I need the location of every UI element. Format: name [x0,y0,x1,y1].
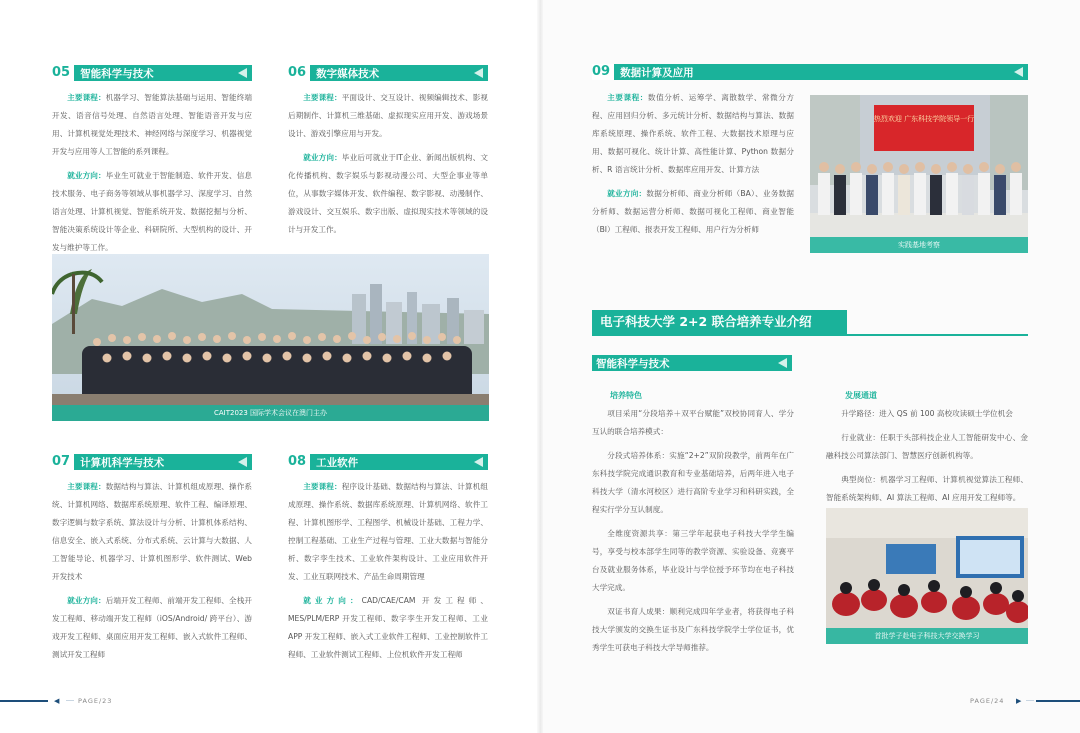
jobs-text: CAD/CAE/CAM 开发工程师、MES/PLM/ERP 开发工程师、数字孪生开发工程师、工业 APP 开发工程师、嵌入式工业软件工程师、工业控制软件工程师、工业软件测试工程师、上位机软件开发工程师 [288,596,489,659]
section-number: 08 [288,454,310,470]
program-subheader [592,355,792,371]
section-09-body [592,89,794,245]
section-06-header [288,65,488,81]
jobs-label: 就业方向： [67,596,106,605]
triangle-icon [238,457,247,467]
section-number: 06 [288,65,310,81]
visit-photo [810,95,1028,253]
courses-label: 主要课程： [607,93,648,102]
triangle-icon [474,68,483,78]
jobs-text: 毕业后可就业于IT企业、新闻出版机构、文化传播机构、数字娱乐与影视动漫公司、大型企事业等单位，从事数字媒体开发、软件编程、数字影视、动漫制作、游戏设计、交互娱乐、数字出版、虚拟现实技术等领域的设计与开发工作。 [288,153,488,234]
section-07-body [52,478,252,670]
jobs-text: 毕业生可就业于智能制造、软件开发、信息技术服务、电子商务等领域从事机器学习、深度学习、自然语言处理、计算机视觉、智能系统开发、数据挖掘与分析、智能决策系统设计等企业、科研院所、大型机构的设计、开发与维护等工作。 [52,171,253,252]
prev-page-icon[interactable]: ◀ [54,697,60,705]
triangle-icon [474,457,483,467]
program-title: 电子科技大学 2+2 联合培养专业介绍 [592,310,847,334]
footer-rule [0,700,48,702]
section-08-body [288,478,488,670]
courses-label: 主要课程： [303,482,342,491]
feature-paragraph: 全维度资源共享：第三学年起获电子科技大学学生编号，享受与校本部学生同等的教学资源、实验设备、竞赛平台及就业服务体系，毕业设计与学位授予环节均在电子科技大学完成。 [592,529,794,592]
triangle-icon [778,358,787,368]
group-photo [52,254,489,421]
section-08-header [288,454,488,470]
courses-text: 数据结构与算法、计算机组成原理、操作系统、计算机网络、数据库系统原理、软件工程、编译原理、数字逻辑与数字系统、算法设计与分析、计算机体系结构、信息安全、嵌入式系统、分布式系统、云计算与大数据、人工智能导论、机器学习、计算机图形学、软件测试、Web 开发技术 [52,482,253,581]
footer-rule-thin [1026,700,1034,701]
section-number: 05 [52,65,74,81]
classroom-photo [826,508,1028,644]
feature-paragraph: 双证书育人成果：顺利完成四年学业者，将获得电子科技大学颁发的交换生证书及广东科技学院学士学位证书，优秀学生可获电子科技大学导师推荐。 [592,607,794,652]
section-title: 工业软件 [316,456,359,469]
subheader-title: 智能科学与技术 [596,357,670,370]
features-label: 培养特色 [610,391,642,400]
photo-caption: CAIT2023 国际学术会议在澳门主办 [52,405,489,421]
book-spine [537,0,543,733]
courses-text: 数值分析、运筹学、离散数学、常微分方程、应用回归分析、多元统计分析、数据结构与算法、数据库系统原理、操作系统、软件工程、大数据技术原理与应用、数据可视化、统计计算、高性能计算、Python 数据分析、R 语言统计分析、数据库应用开发、计算方法 [592,93,795,174]
section-title: 计算机科学与技术 [80,456,165,469]
section-number: 09 [592,64,614,80]
dev-paragraph: 行业就业：任职于头部科技企业人工智能研发中心、金融科技公司算法部门、智慧医疗创新机构等。 [826,433,1028,460]
program-title-rule [592,334,1028,336]
courses-label: 主要课程： [303,93,342,102]
page-number: PAGE/23 [78,697,113,705]
dev-body [826,405,1028,513]
courses-text: 平面设计、交互设计、视频编辑技术、影视后期制作、计算机三维基础、虚拟现实应用开发、游戏场景设计、游戏引擎应用与开发。 [288,93,489,138]
feature-paragraph: 项目采用“分段培养＋双平台赋能”双校协同育人、学分互认的联合培养模式： [592,409,794,436]
courses-label: 主要课程： [67,93,106,102]
jobs-label: 就业方向： [303,153,342,162]
dev-label: 发展通道 [845,391,877,400]
jobs-text: 数据分析师、商业分析师（BA）、业务数据分析师、数据运营分析师、数据可视化工程师、商业智能（BI）工程师、报表开发工程师、用户行为分析师 [592,189,795,234]
banner-text: 热烈欢迎 广东科技学院领导一行 [873,115,975,123]
jobs-label: 就业方向： [67,171,106,180]
footer-rule-thin [66,700,74,701]
jobs-label: 就业方向： [607,189,647,198]
features-body [592,405,794,663]
section-title: 智能科学与技术 [80,67,154,80]
classroom-photo-image [826,508,1028,644]
section-07-header [52,454,252,470]
next-page-icon[interactable]: ▶ [1016,697,1022,705]
section-06-body [288,89,488,245]
courses-label: 主要课程： [67,482,106,491]
section-title: 数据计算及应用 [620,66,694,79]
section-09-header [592,64,1028,80]
footer-rule [1036,700,1080,702]
section-number: 07 [52,454,74,470]
feature-paragraph: 分段式培养体系：实施“2+2”双阶段教学，前两年在广东科技学院完成通识教育和专业基础培养，后两年进入电子科技大学（清水河校区）进行高阶专业学习和科研实践，全程实行学分互认制度。 [592,451,794,514]
dev-paragraph: 典型岗位：机器学习工程师、计算机视觉算法工程师、智能系统架构师、AI 算法工程师、AI 应用开发工程师等。 [826,475,1028,502]
section-title: 数字媒体技术 [316,67,380,80]
section-05-body [52,89,252,263]
courses-text: 程序设计基础、数据结构与算法、计算机组成原理、操作系统、数据库系统原理、计算机网络、软件工程、计算机图形学、工程图学、机械设计基础、工程力学、控制工程基础、工业生产过程与管理、工业大数据与智能分析、数字孪生技术、工业软件架构设计、工业应用软件开发、工业互联网技术、产品生命周期管理 [288,482,489,581]
triangle-icon [238,68,247,78]
triangle-icon [1014,67,1023,77]
jobs-text: 后端开发工程师、前端开发工程师、全栈开发工程师、移动端开发工程师（iOS/Android/ 跨平台）、游戏开发工程师、桌面应用开发工程师、嵌入式软件工程师、测试开发工程师 [52,596,253,659]
jobs-label: 就业方向： [303,596,362,605]
page-number: PAGE/24 [970,697,1005,705]
photo-caption: 实践基地考察 [810,237,1028,253]
photo-caption: 首批学子赴电子科技大学交换学习 [826,628,1028,644]
dev-paragraph: 升学路径：进入 QS 前 100 高校攻读硕士学位机会 [841,409,1013,418]
visit-photo-image [810,95,1028,253]
group-photo-image [52,254,489,421]
courses-text: 机器学习、智能算法基础与运用、智能终端开发、语音信号处理、自然语言处理、智能语音开发与应用、计算机视觉处理技术、神经网络与深度学习、机器视觉开发与应用等人工智能的系列课程。 [52,93,253,156]
section-05-header [52,65,252,81]
